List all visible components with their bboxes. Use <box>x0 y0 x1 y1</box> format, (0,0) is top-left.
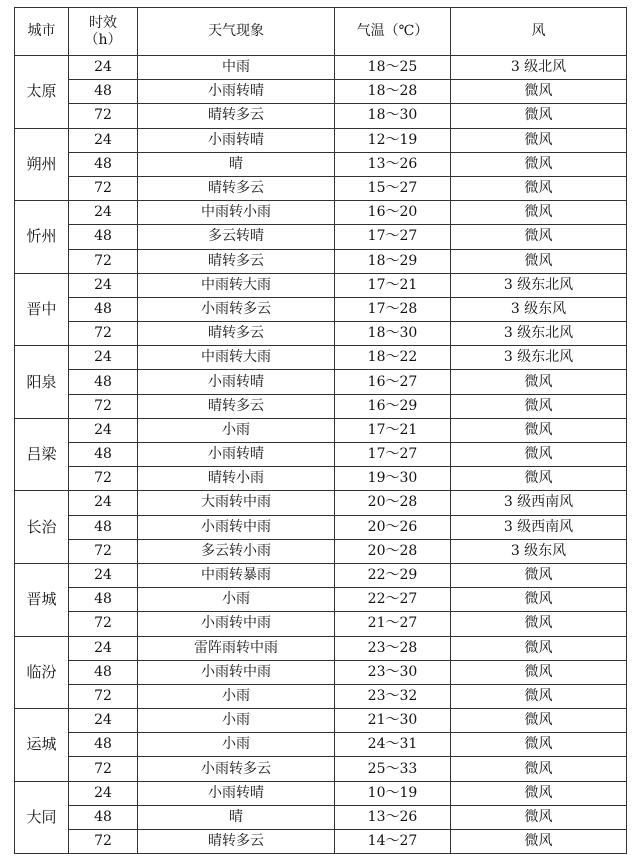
weather-cell: 小雨 <box>138 733 335 757</box>
period-cell: 24 <box>69 781 138 805</box>
wind-cell: 3 级西南风 <box>451 491 627 515</box>
period-cell: 72 <box>69 176 138 200</box>
table-row <box>15 733 627 757</box>
period-cell: 72 <box>69 539 138 563</box>
weather-cell: 晴转多云 <box>138 322 335 346</box>
period-cell: 48 <box>69 805 138 829</box>
weather-cell: 晴转小雨 <box>138 467 335 491</box>
temp-cell: 21～27 <box>335 612 451 636</box>
temp-cell: 13～26 <box>335 805 451 829</box>
table-row <box>15 104 627 128</box>
table-row <box>15 563 627 587</box>
table-row <box>15 346 627 370</box>
temp-cell: 24～31 <box>335 733 451 757</box>
weather-cell: 雷阵雨转中雨 <box>138 636 335 660</box>
wind-cell: 微风 <box>451 225 627 249</box>
temp-cell: 20～28 <box>335 491 451 515</box>
temp-cell: 22～29 <box>335 563 451 587</box>
wind-cell: 微风 <box>451 249 627 273</box>
period-cell: 24 <box>69 346 138 370</box>
table-row <box>15 128 627 152</box>
table-row <box>15 636 627 660</box>
weather-cell: 小雨转多云 <box>138 297 335 321</box>
period-cell: 24 <box>69 273 138 297</box>
weather-cell: 中雨转小雨 <box>138 201 335 225</box>
weather-cell: 小雨转晴 <box>138 443 335 467</box>
period-cell: 72 <box>69 322 138 346</box>
city-name: 朔州 <box>15 128 69 201</box>
temp-cell: 15～27 <box>335 176 451 200</box>
city-name: 运城 <box>15 709 69 782</box>
table-row <box>15 322 627 346</box>
temp-cell: 23～28 <box>335 636 451 660</box>
temp-cell: 17～27 <box>335 443 451 467</box>
temp-cell: 20～28 <box>335 539 451 563</box>
temp-cell: 20～26 <box>335 515 451 539</box>
table-row <box>15 781 627 805</box>
period-cell: 24 <box>69 636 138 660</box>
period-cell: 72 <box>69 612 138 636</box>
table-header <box>15 8 627 56</box>
weather-cell: 大雨转中雨 <box>138 491 335 515</box>
city-name: 晋中 <box>15 273 69 346</box>
temp-cell: 17～21 <box>335 418 451 442</box>
weather-cell: 晴转多云 <box>138 249 335 273</box>
temp-cell: 17～21 <box>335 273 451 297</box>
wind-cell: 微风 <box>451 588 627 612</box>
period-cell: 24 <box>69 418 138 442</box>
wind-cell: 微风 <box>451 467 627 491</box>
city-name: 太原 <box>15 56 69 129</box>
weather-cell: 小雨 <box>138 588 335 612</box>
wind-cell: 微风 <box>451 104 627 128</box>
weather-cell: 晴转多云 <box>138 394 335 418</box>
period-cell: 72 <box>69 104 138 128</box>
wind-cell: 微风 <box>451 757 627 781</box>
period-cell: 48 <box>69 225 138 249</box>
city-name: 大同 <box>15 781 69 854</box>
table-row <box>15 588 627 612</box>
period-cell: 48 <box>69 733 138 757</box>
wind-cell: 微风 <box>451 612 627 636</box>
temp-cell: 16～29 <box>335 394 451 418</box>
temp-cell: 25～33 <box>335 757 451 781</box>
temp-cell: 18～29 <box>335 249 451 273</box>
table-row <box>15 225 627 249</box>
weather-cell: 小雨转中雨 <box>138 515 335 539</box>
weather-cell: 小雨 <box>138 418 335 442</box>
period-cell: 48 <box>69 515 138 539</box>
period-cell: 48 <box>69 370 138 394</box>
wind-cell: 微风 <box>451 709 627 733</box>
temp-cell: 18～30 <box>335 104 451 128</box>
wind-cell: 3 级东风 <box>451 297 627 321</box>
temp-cell: 13～26 <box>335 152 451 176</box>
temp-cell: 18～28 <box>335 80 451 104</box>
table-row <box>15 56 627 80</box>
table-row <box>15 467 627 491</box>
temp-cell: 17～27 <box>335 225 451 249</box>
city-name: 临汾 <box>15 636 69 709</box>
table-row <box>15 684 627 708</box>
header-wind: 风 <box>451 8 627 56</box>
weather-cell: 中雨 <box>138 56 335 80</box>
weather-cell: 小雨转中雨 <box>138 660 335 684</box>
table-body <box>15 56 627 854</box>
temp-cell: 18～22 <box>335 346 451 370</box>
weather-cell: 多云转晴 <box>138 225 335 249</box>
table-row <box>15 805 627 829</box>
temp-cell: 17～28 <box>335 297 451 321</box>
table-row <box>15 297 627 321</box>
temp-cell: 16～20 <box>335 201 451 225</box>
wind-cell: 3 级东风 <box>451 539 627 563</box>
weather-cell: 晴 <box>138 152 335 176</box>
wind-cell: 微风 <box>451 128 627 152</box>
wind-cell: 微风 <box>451 636 627 660</box>
table-row <box>15 152 627 176</box>
temp-cell: 14～27 <box>335 830 451 854</box>
period-cell: 72 <box>69 830 138 854</box>
table-row <box>15 249 627 273</box>
header-weather: 天气现象 <box>138 8 335 56</box>
temp-cell: 21～30 <box>335 709 451 733</box>
period-cell: 48 <box>69 588 138 612</box>
table-row <box>15 273 627 297</box>
wind-cell: 微风 <box>451 418 627 442</box>
table-row <box>15 394 627 418</box>
wind-cell: 微风 <box>451 394 627 418</box>
wind-cell: 微风 <box>451 660 627 684</box>
wind-cell: 3 级东北风 <box>451 322 627 346</box>
wind-cell: 微风 <box>451 563 627 587</box>
header-temp: 气温（℃） <box>335 8 451 56</box>
wind-cell: 微风 <box>451 684 627 708</box>
period-cell: 72 <box>69 467 138 491</box>
city-name: 长治 <box>15 491 69 564</box>
table-row <box>15 612 627 636</box>
temp-cell: 23～32 <box>335 684 451 708</box>
header-city: 城市 <box>15 8 69 56</box>
table-row <box>15 443 627 467</box>
table-row <box>15 660 627 684</box>
weather-cell: 中雨转大雨 <box>138 273 335 297</box>
weather-cell: 小雨 <box>138 684 335 708</box>
weather-cell: 中雨转暴雨 <box>138 563 335 587</box>
table-row <box>15 515 627 539</box>
header-period: 时效 （h） <box>69 8 138 56</box>
period-cell: 24 <box>69 709 138 733</box>
weather-cell: 小雨转晴 <box>138 80 335 104</box>
temp-cell: 16～27 <box>335 370 451 394</box>
wind-cell: 微风 <box>451 370 627 394</box>
weather-cell: 小雨转晴 <box>138 370 335 394</box>
wind-cell: 3 级东北风 <box>451 346 627 370</box>
period-cell: 72 <box>69 249 138 273</box>
table-row <box>15 201 627 225</box>
period-cell: 24 <box>69 56 138 80</box>
forecast-table <box>14 7 627 854</box>
period-cell: 72 <box>69 684 138 708</box>
city-name: 晋城 <box>15 563 69 636</box>
city-name: 阳泉 <box>15 346 69 419</box>
period-cell: 72 <box>69 394 138 418</box>
weather-cell: 多云转小雨 <box>138 539 335 563</box>
wind-cell: 3 级西南风 <box>451 515 627 539</box>
table-row <box>15 709 627 733</box>
table-row <box>15 757 627 781</box>
temp-cell: 23～30 <box>335 660 451 684</box>
table-row <box>15 491 627 515</box>
wind-cell: 微风 <box>451 201 627 225</box>
weather-cell: 晴 <box>138 805 335 829</box>
weather-cell: 小雨转晴 <box>138 128 335 152</box>
period-cell: 24 <box>69 563 138 587</box>
period-cell: 48 <box>69 443 138 467</box>
temp-cell: 12～19 <box>335 128 451 152</box>
city-name: 吕梁 <box>15 418 69 491</box>
wind-cell: 微风 <box>451 805 627 829</box>
wind-cell: 3 级北风 <box>451 56 627 80</box>
table-row <box>15 539 627 563</box>
weather-cell: 晴转多云 <box>138 104 335 128</box>
temp-cell: 10～19 <box>335 781 451 805</box>
period-cell: 48 <box>69 660 138 684</box>
weather-cell: 晴转多云 <box>138 176 335 200</box>
wind-cell: 微风 <box>451 781 627 805</box>
weather-cell: 小雨转中雨 <box>138 612 335 636</box>
table-row <box>15 830 627 854</box>
wind-cell: 微风 <box>451 733 627 757</box>
period-cell: 72 <box>69 757 138 781</box>
table-row <box>15 370 627 394</box>
period-cell: 48 <box>69 80 138 104</box>
period-cell: 48 <box>69 152 138 176</box>
weather-cell: 中雨转大雨 <box>138 346 335 370</box>
table-row <box>15 418 627 442</box>
weather-cell: 小雨 <box>138 709 335 733</box>
wind-cell: 微风 <box>451 80 627 104</box>
temp-cell: 22～27 <box>335 588 451 612</box>
weather-cell: 晴转多云 <box>138 830 335 854</box>
period-cell: 48 <box>69 297 138 321</box>
period-cell: 24 <box>69 491 138 515</box>
weather-cell: 小雨转多云 <box>138 757 335 781</box>
weather-cell: 小雨转晴 <box>138 781 335 805</box>
period-cell: 24 <box>69 201 138 225</box>
wind-cell: 微风 <box>451 443 627 467</box>
city-name: 忻州 <box>15 201 69 274</box>
wind-cell: 微风 <box>451 152 627 176</box>
temp-cell: 18～25 <box>335 56 451 80</box>
period-cell: 24 <box>69 128 138 152</box>
temp-cell: 19～30 <box>335 467 451 491</box>
table-row <box>15 176 627 200</box>
header-row <box>15 8 627 56</box>
wind-cell: 微风 <box>451 176 627 200</box>
temp-cell: 18～30 <box>335 322 451 346</box>
table-row <box>15 80 627 104</box>
wind-cell: 3 级东北风 <box>451 273 627 297</box>
wind-cell: 微风 <box>451 830 627 854</box>
